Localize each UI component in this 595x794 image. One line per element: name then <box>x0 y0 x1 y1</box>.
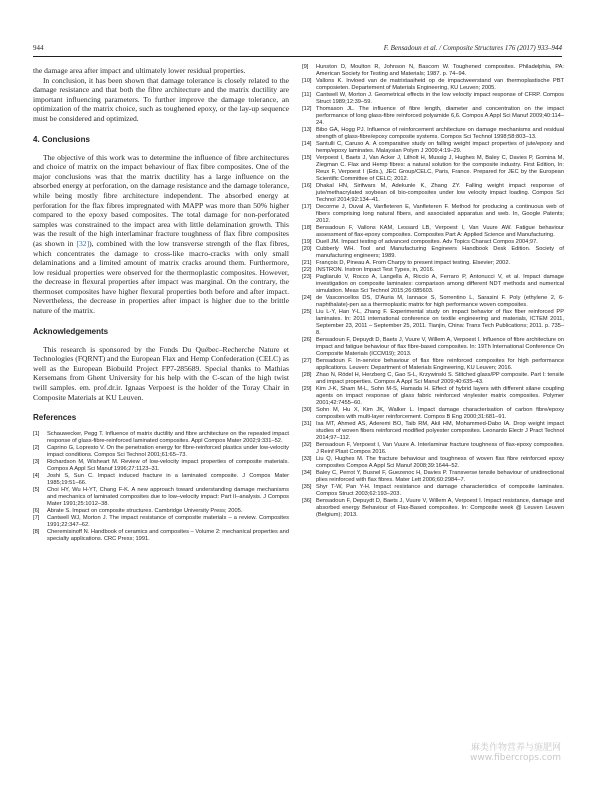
reference-number: [17] <box>302 204 312 210</box>
reference-item[interactable] <box>302 183 564 204</box>
reference-text: Zhao N, Rödel H, Herzberg C, Gao S-L, Krzywinski S. Stitched glass/PP composite. Part I: tensile and impact properties. Compos A Appl Sci Manuf 2009;40:635–43. <box>316 372 564 385</box>
paragraph-damage-area: the damage area after impact and ultimately lower residual properties. <box>33 66 246 75</box>
reference-item[interactable] <box>302 484 564 498</box>
reference-number: [32] <box>302 442 312 448</box>
reference-text: Joshi S, Sun C. Impact induced fracture in a laminated composite. J Compos Mater 1985;19:51–66. <box>47 473 289 487</box>
reference-text: Bibo GA, Hogg PJ. Influence of reinforcement architecture on damage mechanisms and residual strength of glass-fibre/epoxy composite systems. Compos Sci Technol 1998;58:803–13. <box>316 127 564 140</box>
reference-number: [13] <box>302 127 312 133</box>
reference-text: Dhakal HN, Sirifwars M, Adekunle K, Zhang ZY. Falling weight impact response of jute/methacrylated soybean oil bio-composites under low velocity impact loading. Compos Sci Technol 2014;92:134–41. <box>316 183 564 203</box>
reference-number: [7] <box>33 515 40 522</box>
reference-item[interactable] <box>302 260 564 267</box>
reference-number: [9] <box>302 64 309 70</box>
reference-number: [21] <box>302 260 312 266</box>
reference-text: Duell JM. Impact testing of advanced composites. Adv Topics Charact Compos 2004;97. <box>316 239 538 245</box>
reference-text: Pagliarulo V, Rocco A, Langella A, Riccio A, Ferraro P, Antonucci V, et al. Impact damage investigation on composite laminates: comparison among different NDT methods and numerical simulation. Meas Sci Technol 2015;26:085603. <box>316 274 564 294</box>
reference-number: [11] <box>302 92 312 98</box>
conclusions-heading: 4. Conclusions <box>33 134 90 144</box>
reference-item[interactable] <box>33 445 289 459</box>
reference-text: Decorme J, Duval A, Vanfleteren E, Vanfleteren F. Method for producing a continuous web of fibers comprising long natural fibers, and associated apparatus and web. In, Google Patents; 2012. <box>316 204 564 224</box>
reference-number: [4] <box>33 473 40 480</box>
reference-number: [25] <box>302 309 312 315</box>
reference-number: [28] <box>302 372 312 378</box>
reference-item[interactable] <box>302 127 564 141</box>
reference-item[interactable] <box>33 459 289 473</box>
reference-number: [20] <box>302 246 312 252</box>
reference-item[interactable] <box>302 92 564 106</box>
reference-number: [23] <box>302 274 312 280</box>
reference-text: Cubberly WH. Tool and Manufacturing Engineers Handbook Desk Edition. Society of manufacturing engineers; 1989. <box>316 246 564 259</box>
reference-item[interactable] <box>33 431 289 445</box>
reference-item[interactable] <box>302 274 564 295</box>
reference-number: [3] <box>33 459 40 466</box>
reference-item[interactable] <box>33 515 289 529</box>
reference-item[interactable] <box>302 239 564 246</box>
reference-number: [5] <box>33 487 40 494</box>
reference-number: [26] <box>302 337 312 343</box>
reference-item[interactable] <box>302 141 564 155</box>
reference-item[interactable] <box>302 498 564 519</box>
reference-text: Bensadoun F, Vallons KAM, Lessard LB, Verpoest I, Van Vuure AW. Fatigue behaviour assessment of flax-epoxy composites. Composites Part A: Applied Science and Manufacturing. <box>316 225 564 238</box>
reference-number: [33] <box>302 456 312 462</box>
reference-number: [30] <box>302 407 312 413</box>
reference-text: Cantwell WJ, Morton J. The impact resistance of composite materials – a review. Composites 1991;22:347–62. <box>47 515 289 529</box>
reference-text: Cantwell W, Morton J. Geometrical effects in the low velocity impact response of CFRP. Compos Struct 1989;12:39–59. <box>316 92 564 105</box>
reference-number: [16] <box>302 183 312 189</box>
reference-number: [22] <box>302 267 312 273</box>
reference-item[interactable] <box>302 78 564 92</box>
reference-text: Baley C, Perrot Y, Busnel F, Guezenoc H, Davies P. Transverse tensile behaviour of unidirectional plies reinforced with flax fibres. Mater Lett 2006;60:2984–7. <box>316 470 564 483</box>
reference-number: [19] <box>302 239 312 245</box>
reference-item[interactable] <box>302 106 564 127</box>
reference-item[interactable] <box>302 295 564 309</box>
reference-text: Bensadoun F, Verpoest I, Van Vuure A. Interlaminar fracture toughness of flax-epoxy composites. J Reinf Plast Compos 2016. <box>316 442 564 455</box>
reference-number: [14] <box>302 141 312 147</box>
reference-item[interactable] <box>302 64 564 78</box>
paragraph-conclusion-intro: In conclusion, it has been shown that damage tolerance is closely related to the damage resistance and that both the fibre architecture and the matrix ductility are important influencing parameters. To further improve the damage tolerance, an optimization of the matrix choice, such as toughened epoxy, or the lay-up sequence must be considered and optimized. <box>33 75 289 123</box>
reference-number: [35] <box>302 484 312 490</box>
reference-text: Thomason JL. The influence of fibre length, diameter and concentration on the impact performance of long glass-fibre reinforced polyamide 6,6. Compos A Appl Sci Manuf 2009;40:114–24. <box>316 106 564 126</box>
reference-item[interactable] <box>302 372 564 386</box>
reference-item[interactable] <box>302 442 564 456</box>
reference-number: [8] <box>33 529 40 536</box>
watermark-line-2: www.fibercrops.com <box>470 753 561 763</box>
reference-text: Hunston D, Moulton R, Johnson N, Bascom W. Toughened composites. Philadelphia, PA: American Society for Testing and Materials; 1987. p. 74–94. <box>316 64 564 77</box>
reference-text: Sohn M, Hu X, Kim JK, Walker L. Impact damage characterisation of carbon fibre/epoxy composites with multi-layer reinforcement. Compos B Eng 2000;31:681–91. <box>316 407 564 420</box>
reference-text: Schauwecker, Pegg T. Influence of matrix ductility and fibre architecture on the repeated impact response of glass-fibre-reinforced laminated composites. Appl Compos Mater 2002;9:331–52. <box>47 431 289 445</box>
citation-link[interactable]: [32] <box>76 238 90 248</box>
reference-text: François D, Pineau A. From Charpy to present impact testing. Elsevier; 2002. <box>316 260 511 266</box>
left-column <box>33 66 289 543</box>
reference-number: [6] <box>33 508 40 515</box>
reference-item[interactable] <box>33 508 289 515</box>
site-watermark <box>470 740 561 763</box>
reference-text: Liu Q, Hughes M. The fracture behaviour and toughness of woven flax fibre reinforced epoxy composites Compos A Appl Sci Manuf 2008;39:1644–52. <box>316 456 564 469</box>
reference-text: de Vasconcellos DS, D'Auria M, Iannace S, Sorrentino L, Sarasini F. Poly (ethylene 2, 6-naphthalate)-pen as a thermoplastic matrix for high performance woven composites. <box>316 295 564 308</box>
reference-item[interactable] <box>302 456 564 470</box>
reference-item[interactable] <box>302 204 564 225</box>
header-rule <box>33 56 562 57</box>
reference-item[interactable] <box>302 421 564 442</box>
reference-item[interactable] <box>33 487 289 508</box>
reference-text: Vallons K. Invloed van de matrixtaaiheid op de impactweerstand van thermoplastische PBT composieten. Departement of Materials Engineering, KU Leuven; 2005. <box>316 78 564 91</box>
reference-number: [10] <box>302 78 312 84</box>
reference-number: [29] <box>302 386 312 392</box>
reference-text: Choi HY, Wu H-YT, Chang F-K. A new approach toward understanding damage mechanisms and mechanics of laminated composites due to low–velocity impact: Part II–analysis. J Compos Mater 1991;25:1012–38. <box>47 487 289 508</box>
reference-text: Kim J-K, Sham M-L, Sohn M-S, Hamada H. Effect of hybrid layers with different silane coupling agents on impact response of glass fabric reinforced vinylester matrix composites. Polymer 2001;42:7455–60. <box>316 386 564 406</box>
reference-list-right <box>302 64 564 519</box>
reference-item[interactable] <box>302 309 564 337</box>
reference-text: Bensadoun F. In-service behaviour of flax fibre reinforced composites for high performance applications. Leuven: Department of Materials Engineering, KU Leuven; 2016. <box>316 358 564 371</box>
references-heading: References <box>33 413 77 423</box>
reference-number: [1] <box>33 431 40 438</box>
reference-item[interactable] <box>302 267 564 274</box>
reference-item[interactable] <box>302 337 564 358</box>
reference-text: Richardson M, Wisheart M. Review of low-velocity impact properties of composite materials. Compos A Appl Sci Manuf 1996;27:1123–31. <box>47 459 289 473</box>
reference-item[interactable] <box>302 386 564 407</box>
watermark-line-1: 麻类作物营养与施肥网 <box>470 743 561 753</box>
reference-item[interactable] <box>302 225 564 239</box>
reference-item[interactable] <box>302 470 564 484</box>
acknowledgements-heading: Acknowledgements <box>33 326 109 336</box>
reference-item[interactable] <box>302 246 564 260</box>
reference-text: INSTRON. Instron Impact Test Types, in, 2016. <box>316 267 435 273</box>
reference-text: Bensadoun F, Depuydt D, Baets J, Vuure V, Willem A, Verpoest I. Impact resistance, damage and absorbed energy Behaviour of Flax-Based composites. In: Composite week @ Leuven Leuven (Belgium); 2013. <box>316 498 564 518</box>
right-column <box>302 64 564 519</box>
reference-item[interactable] <box>302 407 564 421</box>
reference-item[interactable] <box>302 358 564 372</box>
reference-number: [2] <box>33 445 40 452</box>
reference-text: Bensadoun F, Depuydt D, Baets J, Vuure V, Willem A, Verpoest I. Influence of fibre architecture on impact and fatigue behaviour of flax fibre-based composites. In: 19Th International Conference On Composite Materials (ICCM19); 2013. <box>316 337 564 357</box>
reference-text: Abrate S. Impact on composite structures. Cambridge University Press; 2005. <box>47 508 243 515</box>
reference-text: Caprino G, Lopresto V. On the penetration energy for fibre-reinforced plastics under low-velocity impact conditions. Compos Sci Technol 2001;61:65–73. <box>47 445 289 459</box>
reference-item[interactable] <box>33 473 289 487</box>
reference-item[interactable] <box>33 529 289 543</box>
reference-number: [34] <box>302 470 312 476</box>
reference-number: [18] <box>302 225 312 231</box>
page-number: 944 <box>33 44 44 52</box>
reference-text: Santulli C, Caruso A. A comparative study on falling weight impact properties of jute/epoxy and hemp/epoxy laminates. Malaysian Polym J 2009;4:19–29. <box>316 141 564 154</box>
paragraph-acknowledgements: This research is sponsored by the Fonds Du Québec–Recherche Nature et Technologies (FQRNT) and the European Flax and Hemp Confederation (CELC) as well as the European Biobuild Project FP7-285689. Special thanks to Mathias Kersemans from Ghent University for his help with the C-scan of the high twist twill samples. em. prof.dr.ir. Ignaas Verpoest is the holder of the Toray Chair in Composite Materials at KU Leuven. <box>33 344 289 402</box>
reference-text: Shyr T-W, Pan Y-H. Impact resistance and damage characteristics of composite laminates. Compos Struct 2003;62:193–203. <box>316 484 564 497</box>
reference-number: [15] <box>302 155 312 161</box>
reference-list-left <box>33 431 289 543</box>
reference-number: [27] <box>302 358 312 364</box>
reference-text: Verpoest I, Baets J, Van Acker J, Lilholt H, Mussig J, Hughes M, Baley C, Davies P, Gomina M, Ziegman C. Flax and Hemp fibres: a natural solution for the composite industry. First Edition, In: Reux F, Verpoest I (Eds.), JEC Group/CELC, Paris, France. Prepared for JEC by the European Scientific Committee of CELC; 2012. <box>316 155 564 182</box>
reference-text: Isa MT, Ahmed AS, Aderemi BO, Taib RM, Akil HM, Mohammed-Dabo IA. Drop weight impact studies of woven fibers reinforced modified polyester composites. Leonardo Electr J Pract Technol 2014;97–112. <box>316 421 564 441</box>
reference-text: Cheremisinoff N. Handbook of ceramics and composites – Volume 2: mechanical properties and specialty applications. CRC Press; 1991. <box>47 529 289 543</box>
paragraph-conclusions: The objective of this work was to determine the influence of fibre architectures and choice of matrix on the impact behaviour of flax fibre composites. One of the major conclusions was that the matrix ductility has a large influence on the absorbed energy at perforation, on the damage resistance and the damage tolerance, while being mostly fibre architecture independent. The absorbed energy at perforation for the flax fibres impregnated with MAPP was more than 50% higher compared to the epoxy based composites. The total damage for non-perforated samples was constrained to the impact area with little delamination growth. This was the result of the high interlaminar fracture toughness of flax fibre composites (as shown in [32]), combined with the low transverse strength of the flax fibres, which concentrates the damage to cross-like macro-cracks with only small delaminations and a limited amount of matrix cracks around them. Furthermore, low residual properties were observed for the thermoplastic composites. However, the decrease in flexural properties after impact was marginal. On the contrary, the thermoset composites have higher flexural properties both before and after impact. Nevertheless, the decrease in properties after impact is higher due to the brittle nature of the matrix. <box>33 152 289 316</box>
journal-citation: F. Bensadoun et al. / Composite Structures 176 (2017) 933–944 <box>383 44 562 52</box>
reference-number: [36] <box>302 498 312 504</box>
reference-number: [12] <box>302 106 312 112</box>
reference-item[interactable] <box>302 155 564 183</box>
reference-text: Liu L-Y, Han Y-L, Zhang F. Experimental study on impact behavior of flax fiber reinforced PP laminates. In: 2011 international conference on textile engineering and materials, ICTEM 2011, September 23, 2011 – September 25, 2011. Tianjin, China: Trans Tech Publications; 2011. p. 735–8. <box>316 309 564 336</box>
running-header <box>33 44 562 56</box>
reference-number: [31] <box>302 421 312 427</box>
reference-number: [24] <box>302 295 312 301</box>
